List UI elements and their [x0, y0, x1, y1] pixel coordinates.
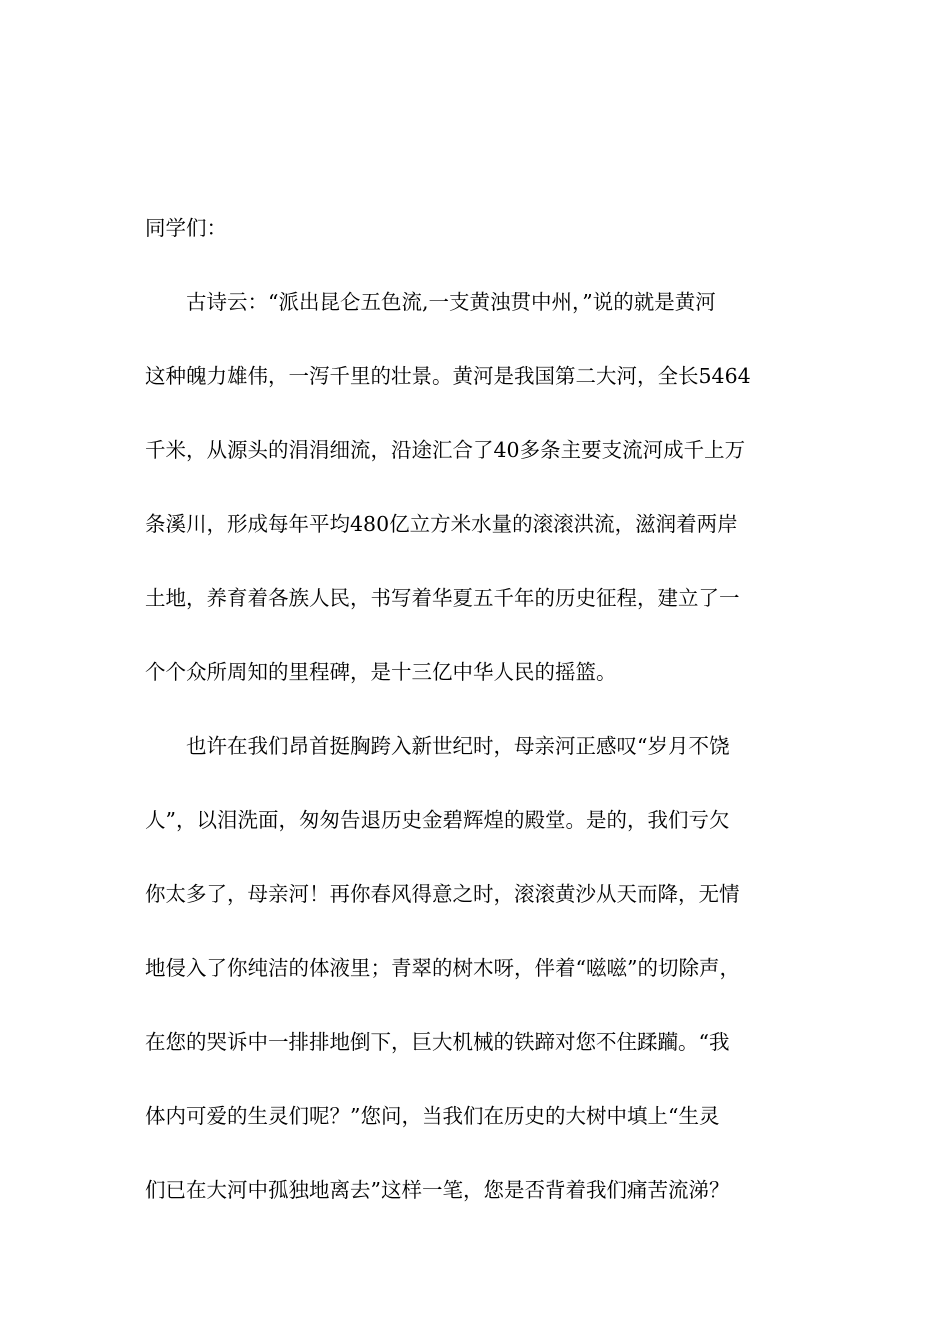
- paragraph-1-line-6: 个个众所周知的里程碑，是十三亿中华人民的摇篮。: [145, 660, 617, 684]
- paragraph-2-line-5: 在您的哭诉中一排排地倒下，巨大机械的铁蹄对您不住蹂躏。“我: [145, 1030, 730, 1054]
- paragraph-2-line-6: 体内可爱的生灵们呢？”您问，当我们在历史的大树中填上“生灵: [145, 1104, 720, 1128]
- paragraph-1-line-1: 古诗云：“派出昆仑五色流,一支黄浊贯中州，”说的就是黄河: [145, 290, 716, 314]
- paragraph-2-line-2: 人”，以泪洗面，匆匆告退历史金碧辉煌的殿堂。是的，我们亏欠: [145, 808, 730, 832]
- paragraph-2-line-1: 也许在我们昂首挺胸跨入新世纪时，母亲河正感叹“岁月不饶: [145, 734, 730, 758]
- paragraph-1-line-3: 千米，从源头的涓涓细流，沿途汇合了40多条主要支流河成千上万: [145, 438, 746, 462]
- paragraph-2-line-4: 地侵入了你纯洁的体液里；青翠的树木呀，伴着“嗞嗞”的切除声，: [145, 956, 740, 980]
- paragraph-2-line-7: 们已在大河中孤独地离去”这样一笔，您是否背着我们痛苦流涕？: [145, 1178, 730, 1202]
- paragraph-1-line-5: 土地，养育着各族人民，书写着华夏五千年的历史征程，建立了一: [145, 586, 740, 610]
- paragraph-2-line-3: 你太多了，母亲河！再你春风得意之时，滚滚黄沙从天而降，无情: [145, 882, 740, 906]
- paragraph-1-line-2: 这种魄力雄伟，一泻千里的壮景。黄河是我国第二大河，全长5464: [145, 364, 751, 388]
- greeting-line: 同学们：: [145, 216, 227, 240]
- paragraph-1-line-4: 条溪川，形成每年平均480亿立方米水量的滚滚洪流，滋润着两岸: [145, 512, 738, 536]
